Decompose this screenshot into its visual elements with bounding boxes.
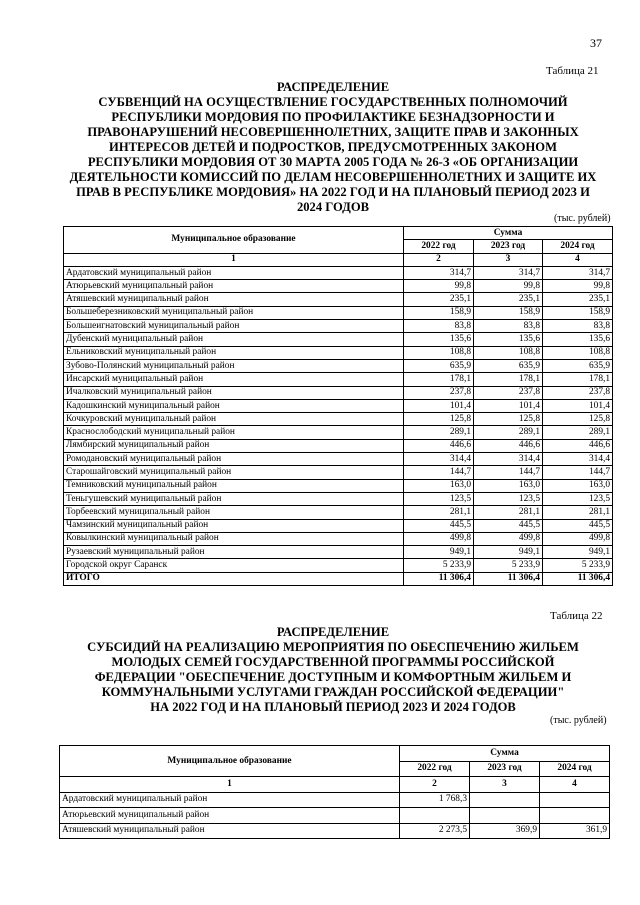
value-2022: 445,5 (404, 519, 474, 532)
municipality-name: Краснослободский муниципальный район (64, 426, 404, 439)
table-22-caption: Таблица 22 (550, 610, 603, 622)
value-2022: 314,4 (404, 453, 474, 466)
title-line: РЕСПУБЛИКИ МОРДОВИЯ ПО ПРОФИЛАКТИКЕ БЕЗНАДЗОРНОСТИ И (111, 110, 555, 124)
column-number: 2 (404, 253, 474, 266)
table-row (64, 519, 613, 532)
total-row (64, 572, 613, 585)
value-2022: 635,9 (404, 359, 474, 372)
title-line: РАСПРЕДЕЛЕНИЕ (276, 80, 390, 94)
column-number: 4 (540, 777, 610, 793)
municipality-name: Городской округ Саранск (64, 559, 404, 572)
value-2024: 158,9 (543, 306, 613, 319)
value-2023: 635,9 (474, 359, 543, 372)
value-2024: 361,9 (540, 823, 610, 839)
municipality-name: Ромодановский муниципальный район (64, 453, 404, 466)
table-row (64, 346, 613, 359)
table-row (64, 532, 613, 545)
value-2024: 178,1 (543, 373, 613, 386)
table-row (64, 479, 613, 492)
column-number: 3 (470, 777, 540, 793)
municipality-name: Атюрьевский муниципальный район (64, 280, 404, 293)
column-number: 4 (543, 253, 613, 266)
value-2024: 445,5 (543, 519, 613, 532)
value-2023: 235,1 (474, 293, 543, 306)
title-line: ИНТЕРЕСОВ ДЕТЕЙ И ПОДРОСТКОВ, ПРЕДУСМОТРЕННЫХ ЗАКОНОМ (109, 140, 557, 154)
municipality-name: Большеберезниковский муниципальный район (64, 306, 404, 319)
value-2024: 314,4 (543, 453, 613, 466)
table-row (64, 293, 613, 306)
value-2024: 5 233,9 (543, 559, 613, 572)
value-2024: 101,4 (543, 399, 613, 412)
table-row (64, 492, 613, 505)
year-2024-header: 2024 год (540, 761, 610, 777)
table-21-units: (тыс. рублей) (554, 213, 611, 224)
table-row (64, 266, 613, 279)
table-row (60, 792, 610, 808)
table-row (60, 808, 610, 824)
value-2023: 123,5 (474, 492, 543, 505)
column-number: 1 (60, 777, 400, 793)
value-2022: 108,8 (404, 346, 474, 359)
value-2022: 289,1 (404, 426, 474, 439)
title-line: НА 2022 ГОД И НА ПЛАНОВЫЙ ПЕРИОД 2023 И 2024 ГОДОВ (150, 700, 516, 714)
value-2023: 949,1 (474, 546, 543, 559)
value-2023: 289,1 (474, 426, 543, 439)
title-line: КОММУНАЛЬНЫМИ УСЛУГАМИ ГРАЖДАН РОССИЙСКОЙ ФЕДЕРАЦИИ" (101, 685, 565, 699)
municipality-header: Муниципальное образование (60, 746, 400, 777)
title-line: ФЕДЕРАЦИИ "ОБЕСПЕЧЕНИЕ ДОСТУПНЫМ И КОМФОРТНЫМ ЖИЛЬЕМ И (94, 670, 572, 684)
table-row (64, 333, 613, 346)
value-2023: 314,7 (474, 266, 543, 279)
value-2023: 314,4 (474, 453, 543, 466)
value-2024: 135,6 (543, 333, 613, 346)
title-line: ДЕЯТЕЛЬНОСТИ КОМИССИЙ ПО ДЕЛАМ НЕСОВЕРШЕННОЛЕТНИХ И ЗАЩИТЕ ИХ (69, 170, 597, 184)
municipality-header: Муниципальное образование (64, 227, 404, 254)
table-row (64, 413, 613, 426)
value-2024: 235,1 (543, 293, 613, 306)
value-2022: 178,1 (404, 373, 474, 386)
value-2022: 83,8 (404, 320, 474, 333)
value-2023: 178,1 (474, 373, 543, 386)
value-2024: 123,5 (543, 492, 613, 505)
table-row (64, 546, 613, 559)
municipality-name: Кочкуровский муниципальный район (64, 413, 404, 426)
municipality-name: Чамзинский муниципальный район (64, 519, 404, 532)
municipality-name: Торбеевский муниципальный район (64, 506, 404, 519)
table-21-caption: Таблица 21 (546, 65, 599, 77)
value-2023: 5 233,9 (474, 559, 543, 572)
column-number: 2 (400, 777, 470, 793)
table-row (64, 280, 613, 293)
title-line: 2024 ГОДОВ (296, 200, 370, 214)
title-line: МОЛОДЫХ СЕМЕЙ ГОСУДАРСТВЕННОЙ ПРОГРАММЫ РОССИЙСКОЙ (111, 655, 555, 669)
value-2024: 499,8 (543, 532, 613, 545)
total-2024: 11 306,4 (543, 572, 613, 585)
municipality-name: Теньгушевский муниципальный район (64, 492, 404, 505)
value-2022 (400, 808, 470, 824)
value-2024: 125,8 (543, 413, 613, 426)
table-22-units: (тыс. рублей) (550, 715, 607, 726)
value-2024: 635,9 (543, 359, 613, 372)
table-21 (63, 226, 613, 586)
value-2022: 163,0 (404, 479, 474, 492)
value-2024: 237,8 (543, 386, 613, 399)
value-2022: 949,1 (404, 546, 474, 559)
value-2024: 314,7 (543, 266, 613, 279)
value-2024: 108,8 (543, 346, 613, 359)
municipality-name: Большеигнатовский муниципальный район (64, 320, 404, 333)
value-2023: 446,6 (474, 439, 543, 452)
year-2022-header: 2022 год (400, 761, 470, 777)
table-row (64, 453, 613, 466)
value-2022: 158,9 (404, 306, 474, 319)
value-2022: 125,8 (404, 413, 474, 426)
table-row (64, 306, 613, 319)
value-2022: 144,7 (404, 466, 474, 479)
municipality-name: Атяшевский муниципальный район (64, 293, 404, 306)
municipality-name: Инсарский муниципальный район (64, 373, 404, 386)
municipality-name: Зубово-Полянский муниципальный район (64, 359, 404, 372)
year-2023-header: 2023 год (470, 761, 540, 777)
value-2024: 446,6 (543, 439, 613, 452)
table-row (60, 823, 610, 839)
total-label: ИТОГО (64, 572, 404, 585)
table-row (64, 320, 613, 333)
title-line: ПРАВОНАРУШЕНИЙ НЕСОВЕРШЕННОЛЕТНИХ, ЗАЩИТЕ ПРАВ И ЗАКОННЫХ (87, 125, 579, 139)
municipality-name: Рузаевский муниципальный район (64, 546, 404, 559)
value-2024 (540, 792, 610, 808)
value-2023: 281,1 (474, 506, 543, 519)
value-2024: 83,8 (543, 320, 613, 333)
value-2022: 5 233,9 (404, 559, 474, 572)
column-number: 3 (474, 253, 543, 266)
title-line: РЕСПУБЛИКИ МОРДОВИЯ ОТ 30 МАРТА 2005 ГОДА № 26-З «ОБ ОРГАНИЗАЦИИ (87, 155, 579, 169)
value-2022: 101,4 (404, 399, 474, 412)
total-2023: 11 306,4 (474, 572, 543, 585)
value-2022: 135,6 (404, 333, 474, 346)
value-2024: 144,7 (543, 466, 613, 479)
municipality-name: Атяшевский муниципальный район (60, 823, 400, 839)
table-row (64, 386, 613, 399)
municipality-name: Ковылкинский муниципальный район (64, 532, 404, 545)
value-2024: 289,1 (543, 426, 613, 439)
sum-header: Сумма (404, 227, 613, 240)
year-2023-header: 2023 год (474, 240, 543, 253)
title-line: СУБВЕНЦИЙ НА ОСУЩЕСТВЛЕНИЕ ГОСУДАРСТВЕННЫХ ПОЛНОМОЧИЙ (98, 95, 568, 109)
value-2023: 144,7 (474, 466, 543, 479)
value-2022: 1 768,3 (400, 792, 470, 808)
municipality-name: Ардатовский муниципальный район (60, 792, 400, 808)
year-2024-header: 2024 год (543, 240, 613, 253)
value-2022: 499,8 (404, 532, 474, 545)
municipality-name: Атюрьевский муниципальный район (60, 808, 400, 824)
value-2023: 125,8 (474, 413, 543, 426)
value-2023: 101,4 (474, 399, 543, 412)
total-2022: 11 306,4 (404, 572, 474, 585)
value-2023: 83,8 (474, 320, 543, 333)
table-22-title (62, 625, 604, 715)
value-2022: 446,6 (404, 439, 474, 452)
municipality-name: Ельниковский муниципальный район (64, 346, 404, 359)
municipality-name: Ичалковский муниципальный район (64, 386, 404, 399)
year-2022-header: 2022 год (404, 240, 474, 253)
value-2022: 123,5 (404, 492, 474, 505)
value-2024: 163,0 (543, 479, 613, 492)
value-2024 (540, 808, 610, 824)
table-row (64, 426, 613, 439)
value-2024: 99,8 (543, 280, 613, 293)
value-2022: 237,8 (404, 386, 474, 399)
table-22 (59, 745, 610, 839)
title-line: РАСПРЕДЕЛЕНИЕ (276, 625, 390, 639)
value-2022: 2 273,5 (400, 823, 470, 839)
municipality-name: Лямбирский муниципальный район (64, 439, 404, 452)
table-row (64, 506, 613, 519)
value-2022: 314,7 (404, 266, 474, 279)
value-2023: 445,5 (474, 519, 543, 532)
table-row (64, 359, 613, 372)
value-2024: 949,1 (543, 546, 613, 559)
table-row (64, 373, 613, 386)
value-2023: 237,8 (474, 386, 543, 399)
municipality-name: Старошайговский муниципальный район (64, 466, 404, 479)
value-2023: 158,9 (474, 306, 543, 319)
value-2023: 499,8 (474, 532, 543, 545)
value-2023 (470, 792, 540, 808)
table-row (64, 559, 613, 572)
title-line: СУБСИДИЙ НА РЕАЛИЗАЦИЮ МЕРОПРИЯТИЯ ПО ОБЕСПЕЧЕНИЮ ЖИЛЬЕМ (87, 640, 579, 654)
table-row (64, 439, 613, 452)
column-number: 1 (64, 253, 404, 266)
value-2022: 235,1 (404, 293, 474, 306)
value-2023: 135,6 (474, 333, 543, 346)
title-line: ПРАВ В РЕСПУБЛИКЕ МОРДОВИЯ» НА 2022 ГОД И НА ПЛАНОВЫЙ ПЕРИОД 2023 И (76, 185, 590, 199)
municipality-name: Ардатовский муниципальный район (64, 266, 404, 279)
value-2022: 281,1 (404, 506, 474, 519)
value-2023: 369,9 (470, 823, 540, 839)
municipality-name: Темниковский муниципальный район (64, 479, 404, 492)
municipality-name: Дубенский муниципальный район (64, 333, 404, 346)
table-row (64, 399, 613, 412)
table-row (64, 466, 613, 479)
value-2024: 281,1 (543, 506, 613, 519)
page-number: 37 (590, 36, 602, 50)
municipality-name: Кадошкинский муниципальный район (64, 399, 404, 412)
value-2023: 108,8 (474, 346, 543, 359)
value-2023 (470, 808, 540, 824)
table-21-title (62, 80, 604, 215)
value-2023: 99,8 (474, 280, 543, 293)
sum-header: Сумма (400, 746, 610, 762)
value-2022: 99,8 (404, 280, 474, 293)
value-2023: 163,0 (474, 479, 543, 492)
